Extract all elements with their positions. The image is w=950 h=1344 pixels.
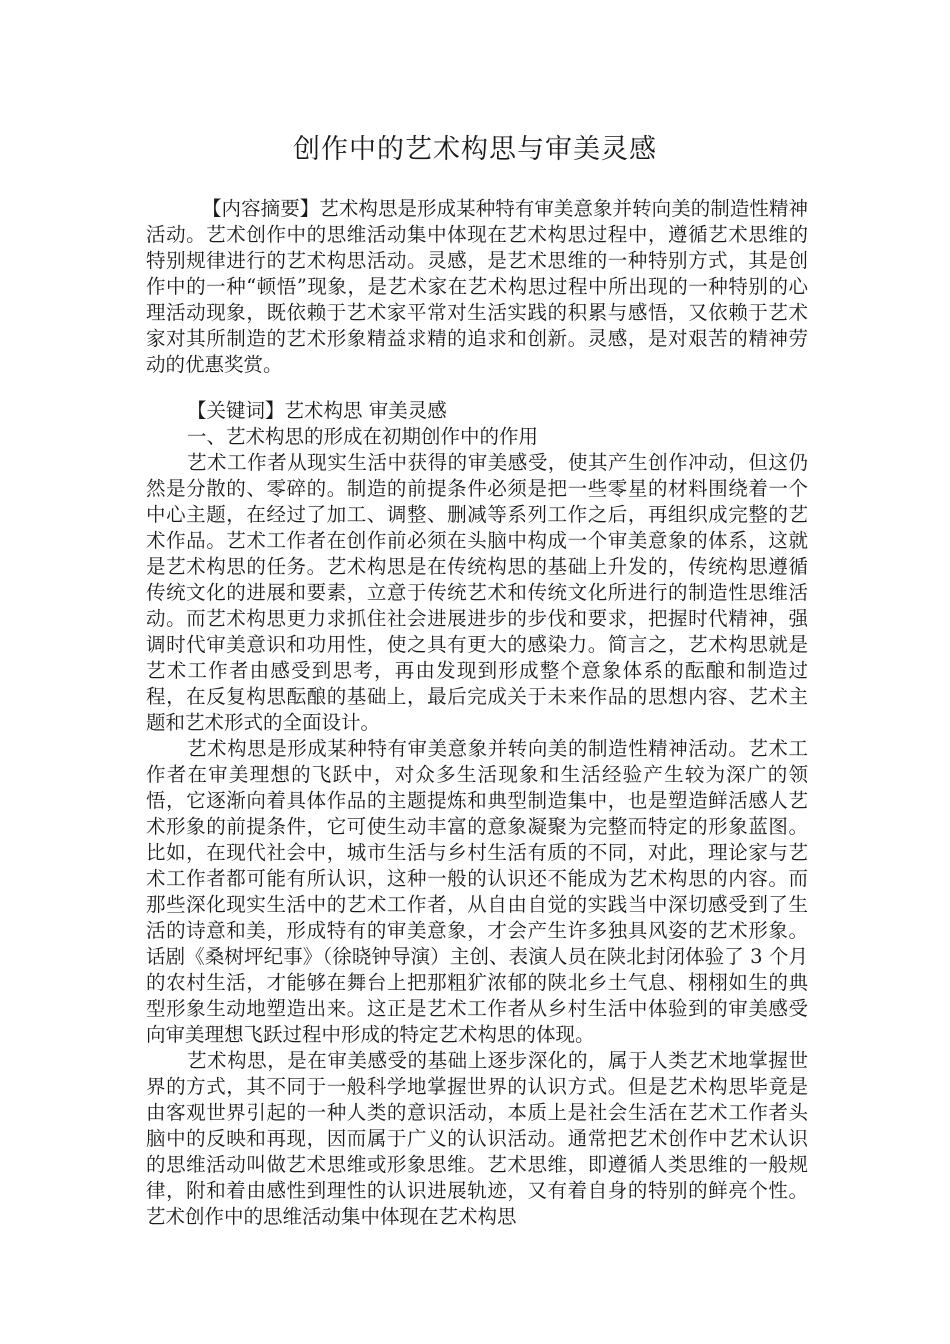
body-paragraph-1: 艺术工作者从现实生活中获得的审美感受，使其产生创作冲动，但这仍然是分散的、零碎的。制造的前提条件必须是把一些零星的材料围绕着一个中心主题，在经过了加工、调整、删减等系列工作之后，再组织成完整的艺术作品。艺术工作者在创作前必须在头脑中构成一个审美意象的体系，这就是艺术构思的任务。艺术构思是在传统构思的基础上升发的，传统构思遵循传统文化的进展和要素，立意于传统艺术和传统文化所进行的制造性思维活动。而艺术构思更力求抓住社会进展进步的步伐和要求，把握时代精神，强调时代审美意识和功用性，使之具有更大的感染力。简言之，艺术构思就是艺术工作者由感受到思考，再由发现到形成整个意象体系的酝酿和制造过程，在反复构思酝酿的基础上，最后完成关于未来作品的思想内容、艺术主题和艺术形式的全面设计。 (146, 451, 808, 734)
section-heading: 一、艺术构思的形成在初期创作中的作用 (187, 425, 539, 448)
body-content (146, 398, 808, 1230)
document-title: 创作中的艺术构思与审美灵感 (293, 134, 657, 165)
body-paragraph-3: 艺术构思，是在审美感受的基础上逐步深化的，属于人类艺术地掌握世界的方式，其不同于一般科学地掌握世界的认识方式。但是艺术构思毕竟是由客观世界引起的一种人类的意识活动，本质上是社会生活在艺术工作者头脑中的反映和再现，因而属于广义的认识活动。通常把艺术创作中艺术认识的思维活动叫做艺术思维或形象思维。艺术思维，即遵循人类思维的一般规律，附和着由感性到理性的认识进展轨迹，又有着自身的特别的鲜亮个性。艺术创作中的思维活动集中体现在艺术构思 (146, 1049, 808, 1228)
keywords-line: 【关键词】艺术构思 审美灵感 (187, 399, 447, 422)
abstract-paragraph: 【内容摘要】艺术构思是形成某种特有审美意象并转向美的制造性精神活动。艺术创作中的思维活动集中体现在艺术构思过程中，遵循艺术思维的特别规律进行的艺术构思活动。灵感，是艺术思维的一种特别方式，其是创作中的一种“顿悟”现象，是艺术家在艺术构思过程中所出现的一种特别的心理活动现象，既依赖于艺术家平常对生活实践的积累与感悟，又依赖于艺术家对其所制造的艺术形象精益求精的追求和创新。灵感，是对艰苦的精神劳动的优惠奖赏。 (146, 197, 808, 376)
body-paragraph-2: 艺术构思是形成某种特有审美意象并转向美的制造性精神活动。艺术工作者在审美理想的飞跃中，对众多生活现象和生活经验产生较为深广的领悟，它逐渐向着具体作品的主题提炼和典型制造集中，也是塑造鲜活感人艺术形象的前提条件，它可使生动丰富的意象凝聚为完整而特定的形象蓝图。比如，在现代社会中，城市生活与乡村生活有质的不同，对此，理论家与艺术工作者都可能有所认识，这种一般的认识还不能成为艺术构思的内容。而那些深化现实生活中的艺术工作者，从自由自觉的实践当中深切感受到了生活的诗意和美，形成特有的审美意象，才会产生许多独具风姿的艺术形象。话剧《桑树坪纪事》（徐晓钟导演）主创、表演人员在陕北封闭体验了 3 个月的农村生活，才能够在舞台上把那粗犷浓郁的陕北乡土气息、栩栩如生的典型形象生动地塑造出来。这正是艺术工作者从乡村生活中体验到的审美感受向审美理想飞跃过程中形成的特定艺术构思的体现。 (146, 737, 808, 1046)
